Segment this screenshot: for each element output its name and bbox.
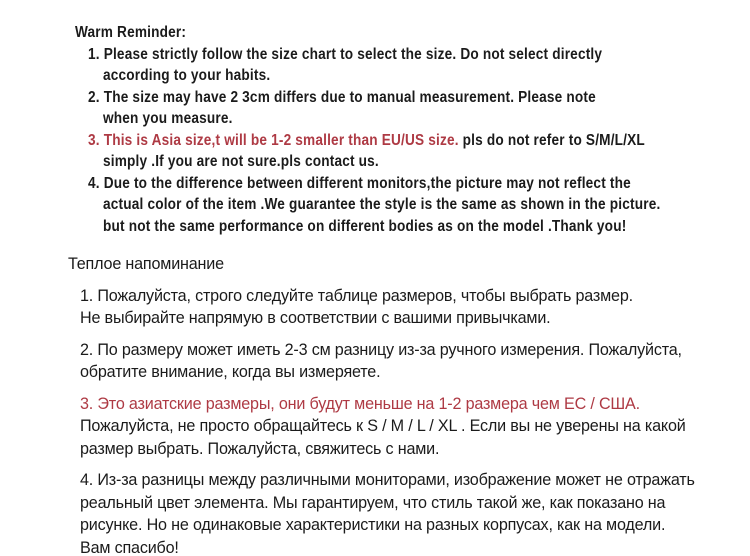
warning-text-segment: 3. This is Asia size,t will be 1-2 smaller than EU/US size.	[88, 131, 459, 149]
text-line	[103, 108, 672, 130]
text-segment: Вам спасибо!	[80, 537, 179, 556]
russian-reminder-title: Теплое напоминание	[68, 254, 224, 273]
text-line	[80, 339, 717, 362]
text-segment: размер выбрать. Пожалуйста, свяжитесь с нами.	[80, 438, 440, 458]
english-reminder-item	[0, 130, 750, 173]
text-line	[80, 492, 717, 515]
text-segment: Не выбирайте напрямую в соответствии с вашими привычками.	[80, 308, 551, 327]
text-segment: pls do not refer to S/M/L/XL	[458, 131, 645, 149]
english-reminder-list	[0, 44, 750, 238]
text-line	[88, 44, 671, 66]
russian-reminder-item	[0, 285, 750, 330]
text-line	[103, 194, 672, 216]
text-segment: Пожалуйста, не просто обращайтесь к S / M / L / XL . Если вы не уверены на какой	[80, 416, 686, 435]
text-line	[80, 537, 717, 556]
text-line	[103, 151, 672, 173]
text-segment: 1. Пожалуйста, строго следуйте таблице размеров, чтобы выбрать размер.	[80, 285, 633, 305]
text-line	[80, 285, 717, 308]
text-segment: when you measure.	[103, 110, 233, 127]
russian-reminder-item	[0, 393, 750, 461]
text-line	[80, 361, 717, 384]
text-segment: simply .If you are not sure.pls contact us.	[103, 153, 379, 170]
russian-reminder-item	[0, 339, 750, 384]
russian-reminder-list	[0, 285, 750, 556]
russian-reminder-item	[0, 469, 750, 556]
warning-text-segment: 3. Это азиатские размеры, они будут меньше на 1-2 размера чем ЕС / США.	[80, 393, 640, 413]
english-reminder-title: Warm Reminder:	[75, 24, 187, 41]
text-segment: according to your habits.	[103, 67, 271, 84]
text-segment: реальный цвет элемента. Мы гарантируем, что стиль такой же, как показано на	[80, 492, 666, 512]
text-line	[80, 514, 717, 537]
text-segment: 2. The size may have 2 3cm differs due to manual measurement. Please note	[88, 88, 596, 106]
text-segment: 4. Из-за разницы между различными мониторами, изображение может не отражать	[80, 470, 695, 489]
text-segment: 1. Please strictly follow the size chart to select the size. Do not select directly	[88, 45, 603, 63]
english-reminder-item	[0, 44, 750, 87]
text-segment: actual color of the item .We guarantee the style is the same as shown in the picture.	[103, 196, 661, 213]
text-line	[80, 415, 717, 438]
text-line	[80, 307, 717, 330]
text-line	[80, 469, 717, 492]
text-segment: 4. Due to the difference between different monitors,the picture may not reflect the	[88, 174, 631, 192]
text-line	[103, 216, 672, 238]
text-line	[80, 393, 717, 416]
text-segment: рисунке. Но не одинаковые характеристики на разных корпусах, как на модели.	[80, 515, 666, 534]
english-reminder-section	[0, 0, 750, 237]
text-segment: but not the same performance on different bodies as on the model .Thank you!	[103, 217, 627, 235]
text-line	[88, 173, 671, 195]
text-line	[103, 65, 672, 87]
russian-reminder-section	[0, 253, 750, 556]
text-line	[88, 87, 671, 109]
english-reminder-item	[0, 173, 750, 238]
text-line	[80, 438, 717, 461]
text-segment: 2. По размеру может иметь 2-3 см разницу из-за ручного измерения. Пожалуйста,	[80, 339, 682, 359]
text-line	[88, 130, 671, 152]
english-reminder-item	[0, 87, 750, 130]
text-segment: обратите внимание, когда вы измеряете.	[80, 362, 381, 381]
